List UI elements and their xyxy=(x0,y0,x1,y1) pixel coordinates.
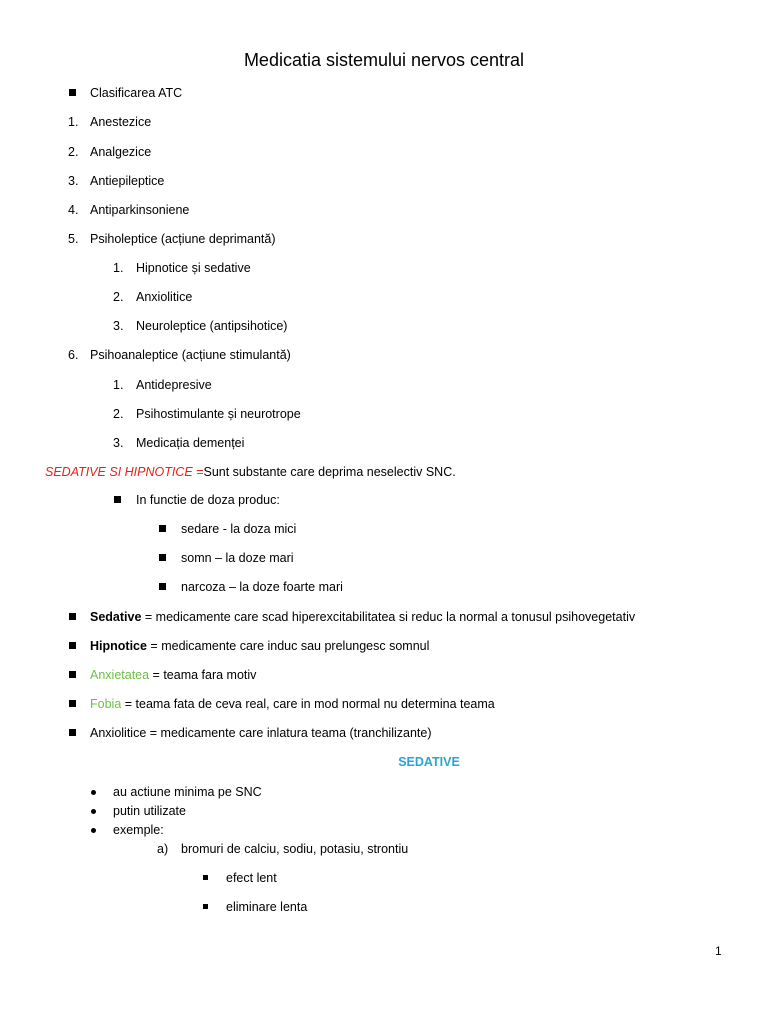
sedhip-text: Sunt substante care deprima neselectiv SNC. xyxy=(203,465,456,479)
definition-text: = teama fara motiv xyxy=(149,668,257,682)
sublist-item: Medicația demenței xyxy=(136,436,245,450)
dose-item: narcoza – la doze foarte mari xyxy=(181,580,343,594)
round-bullet-icon xyxy=(91,790,96,795)
square-bullet-icon xyxy=(69,700,76,707)
definition-term: Hipnotice xyxy=(90,639,147,653)
definition-term: Anxiolitice xyxy=(90,726,147,740)
lettered-item: bromuri de calciu, sodiu, potasiu, strontiu xyxy=(181,842,409,856)
bullet-item: putin utilizate xyxy=(113,804,186,818)
small-square-bullet-icon xyxy=(203,875,208,880)
classification-heading: Clasificarea ATC xyxy=(90,86,183,100)
sublist-item: Neuroleptice (antipsihotice) xyxy=(136,319,288,333)
list-item: Psihoanaleptice (acțiune stimulantă) xyxy=(90,348,291,362)
definition-sedative xyxy=(90,609,635,625)
sublist-number: 1. xyxy=(113,378,124,392)
sublist-number: 2. xyxy=(113,407,124,421)
list-item: Antiparkinsoniene xyxy=(90,203,190,217)
list-item: Antiepileptice xyxy=(90,174,165,188)
definition-text: = medicamente care induc sau prelungesc somnul xyxy=(146,639,430,653)
lettered-marker: a) xyxy=(157,842,169,856)
document-title: Medicatia sistemului nervos central xyxy=(243,50,525,70)
list-item: Psiholeptice (acțiune deprimantă) xyxy=(90,232,276,246)
list-item: Analgezice xyxy=(90,145,152,159)
definition-text: = teama fata de ceva real, care in mod normal nu determina teama xyxy=(121,697,495,711)
square-bullet-icon xyxy=(69,671,76,678)
list-number: 3. xyxy=(68,174,79,188)
square-bullet-icon xyxy=(69,89,76,96)
list-number: 5. xyxy=(68,232,79,246)
sublist-number: 2. xyxy=(113,290,124,304)
list-number: 6. xyxy=(68,348,79,362)
definition-fobia xyxy=(90,696,495,712)
sedhip-definition xyxy=(45,464,456,480)
page-number: 1 xyxy=(715,944,722,958)
sublist-item: Anxiolitice xyxy=(136,290,193,304)
definition-term: Fobia xyxy=(90,697,122,711)
list-number: 2. xyxy=(68,145,79,159)
sublist-item: Hipnotice și sedative xyxy=(136,261,251,275)
definition-term: Anxietatea xyxy=(90,668,150,682)
round-bullet-icon xyxy=(91,809,96,814)
definition-text: = medicamente care inlatura teama (tranchilizante) xyxy=(146,726,432,740)
bullet-item: au actiune minima pe SNC xyxy=(113,785,262,799)
dose-intro: In functie de doza produc: xyxy=(136,493,280,507)
list-item: Anestezice xyxy=(90,115,152,129)
square-bullet-icon xyxy=(159,583,166,590)
small-square-bullet-icon xyxy=(203,904,208,909)
small-bullet-item: efect lent xyxy=(226,871,277,885)
square-bullet-icon xyxy=(159,525,166,532)
small-bullet-item: eliminare lenta xyxy=(226,900,308,914)
definition-hipnotice xyxy=(90,638,429,654)
list-number: 1. xyxy=(68,115,79,129)
sublist-number: 3. xyxy=(113,436,124,450)
square-bullet-icon xyxy=(159,554,166,561)
definition-term: Sedative xyxy=(90,610,142,624)
round-bullet-icon xyxy=(91,828,96,833)
sublist-item: Antidepresive xyxy=(136,378,212,392)
sublist-number: 1. xyxy=(113,261,124,275)
bullet-item: exemple: xyxy=(113,823,164,837)
definition-text: = medicamente care scad hiperexcitabilitatea si reduc la normal a tonusul psihovegetativ xyxy=(141,610,636,624)
sedhip-label: SEDATIVE SI HIPNOTICE = xyxy=(45,465,204,479)
square-bullet-icon xyxy=(114,496,121,503)
dose-item: sedare - la doza mici xyxy=(181,522,297,536)
square-bullet-icon xyxy=(69,613,76,620)
definition-anxietatea xyxy=(90,667,256,683)
sublist-number: 3. xyxy=(113,319,124,333)
definition-anxiolitice xyxy=(90,725,432,741)
square-bullet-icon xyxy=(69,642,76,649)
dose-item: somn – la doze mari xyxy=(181,551,294,565)
list-number: 4. xyxy=(68,203,79,217)
section-heading-sedative: SEDATIVE xyxy=(398,755,460,769)
square-bullet-icon xyxy=(69,729,76,736)
sublist-item: Psihostimulante și neurotrope xyxy=(136,407,301,421)
